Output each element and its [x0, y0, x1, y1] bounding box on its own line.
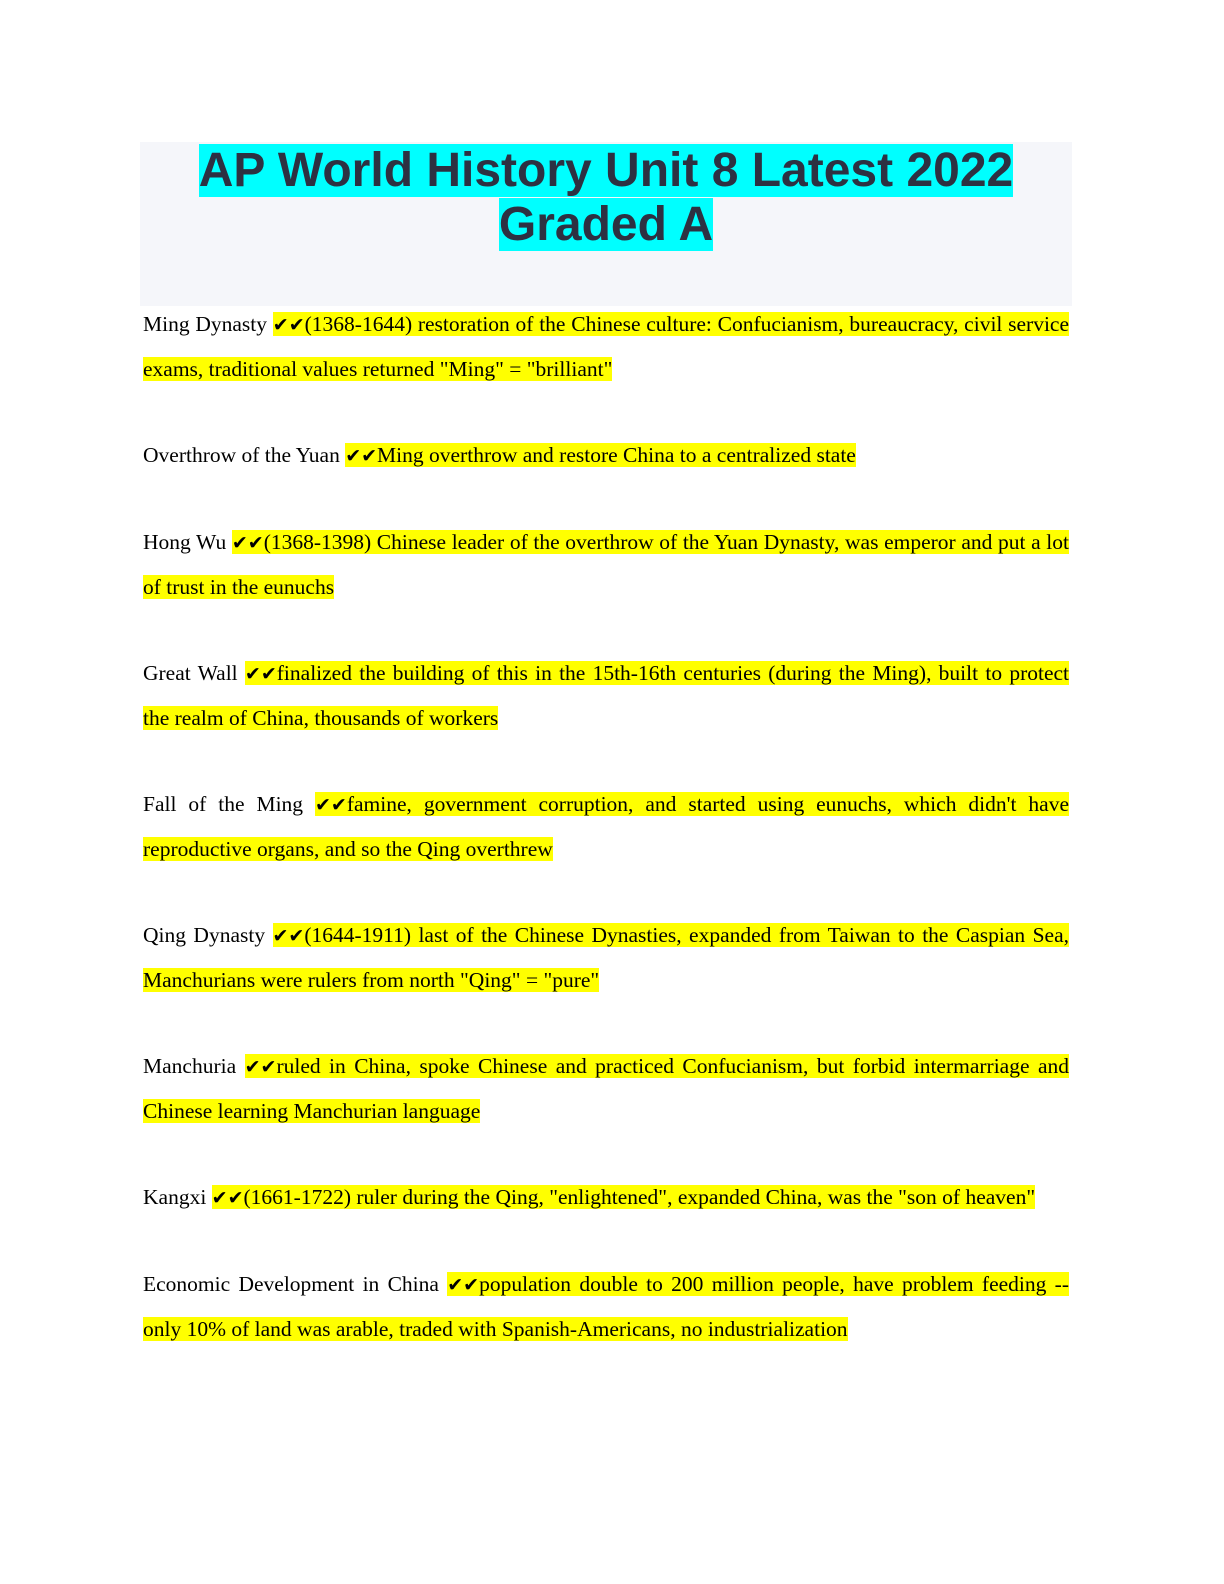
answer [143, 312, 1069, 381]
flashcard-entry [143, 1044, 1069, 1133]
term: Manchuria [143, 1054, 237, 1078]
double-check-icon: ✔✔ [244, 1056, 277, 1078]
flashcard-entry [143, 302, 1069, 391]
page-title [140, 142, 1072, 252]
double-check-icon: ✔✔ [244, 663, 277, 685]
flashcard-list [143, 302, 1069, 1393]
answer-text: population double to 200 million people, have problem feeding -- only 10% of land was arable, traded with Spanish-Americans, no industrialization [143, 1272, 1069, 1341]
double-check-icon: ✔✔ [272, 925, 305, 947]
double-check-icon: ✔✔ [315, 794, 347, 816]
term: Ming Dynasty [143, 312, 268, 336]
answer [212, 1185, 1035, 1209]
flashcard-entry [143, 433, 1069, 478]
answer-text: ruled in China, spoke Chinese and practiced Confucianism, but forbid intermarriage and Chinese learning Manchurian language [143, 1054, 1070, 1123]
answer-text: (1368-1644) restoration of the Chinese culture: Confucianism, bureaucracy, civil service exams, traditional values returned "Ming" = "brilliant" [143, 312, 1070, 381]
double-check-icon: ✔✔ [211, 1187, 244, 1209]
answer-text: (1368-1398) Chinese leader of the overthrow of the Yuan Dynasty, was emperor and put a lot of trust in the eunuchs [143, 530, 1069, 599]
double-check-icon: ✔✔ [447, 1274, 480, 1296]
title-block [140, 142, 1072, 306]
answer-text: finalized the building of this in the 15th-16th centuries (during the Ming), built to protect the realm of China, thousands of workers [143, 661, 1070, 730]
answer-text: Ming overthrow and restore China to a centralized state [377, 443, 856, 467]
answer [345, 443, 856, 467]
flashcard-entry [143, 782, 1069, 871]
term: Qing Dynasty [143, 923, 266, 947]
answer-text: (1661-1722) ruler during the Qing, "enlightened", expanded China, was the "son of heaven" [243, 1185, 1036, 1209]
answer [143, 1054, 1069, 1123]
answer [143, 661, 1069, 730]
double-check-icon: ✔✔ [231, 532, 264, 554]
flashcard-entry [143, 651, 1069, 740]
answer-text: famine, government corruption, and started using eunuchs, which didn't have reproductive organs, and so the Qing overthrew [143, 792, 1069, 861]
term: Overthrow of the Yuan [143, 443, 340, 467]
term: Great Wall [143, 661, 238, 685]
answer [143, 530, 1069, 599]
term: Hong Wu [143, 530, 227, 554]
double-check-icon: ✔✔ [345, 445, 378, 467]
term: Economic Development in China [143, 1272, 439, 1296]
flashcard-entry [143, 1262, 1069, 1351]
term: Kangxi [143, 1185, 207, 1209]
flashcard-entry [143, 520, 1069, 609]
answer-text: (1644-1911) last of the Chinese Dynasties, expanded from Taiwan to the Caspian Sea, Manchurians were rulers from north "Qing" = "pure" [143, 923, 1069, 992]
title-line-1: AP World History Unit 8 Latest 2022 [198, 144, 1014, 197]
flashcard-entry [143, 1175, 1069, 1220]
title-line-2: Graded A [498, 198, 714, 251]
answer [143, 923, 1069, 992]
double-check-icon: ✔✔ [272, 314, 305, 336]
term: Fall of the Ming [143, 792, 304, 816]
flashcard-entry [143, 913, 1069, 1002]
